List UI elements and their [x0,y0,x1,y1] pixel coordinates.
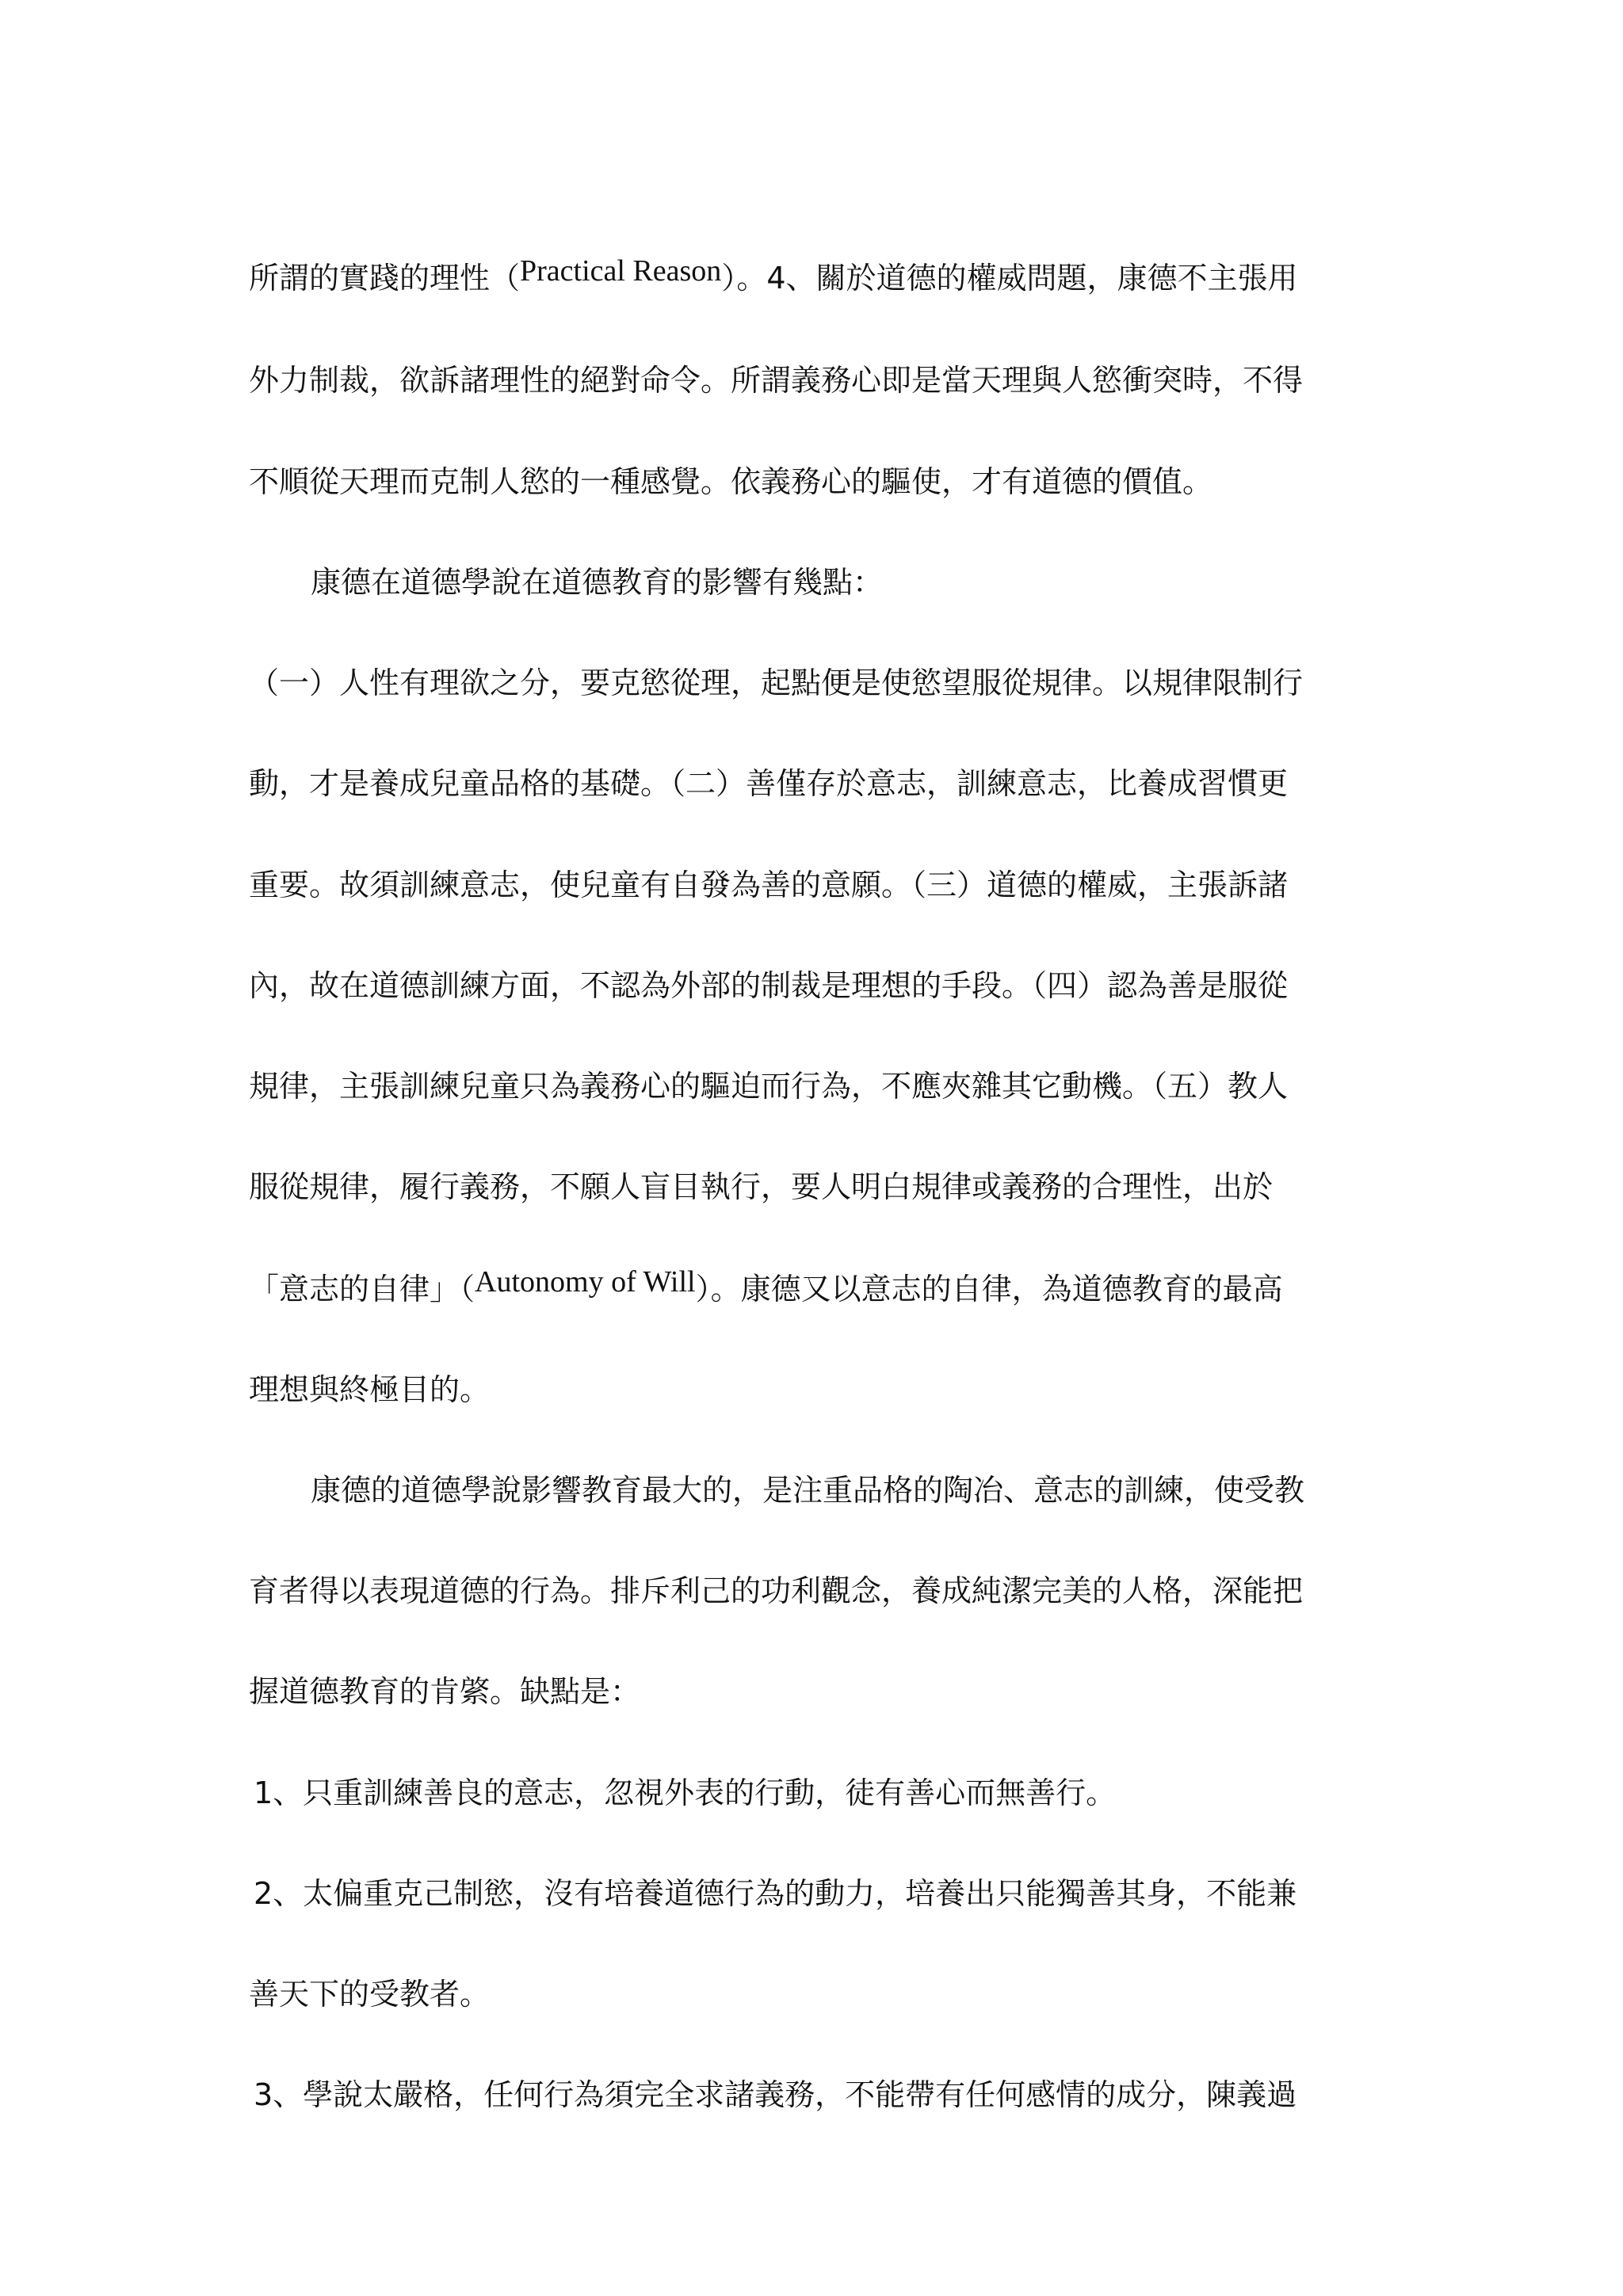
latin-term-autonomy-of-will: Autonomy of Will [475,1265,696,1299]
text-segment: 「意志的自律」（ [249,1272,475,1306]
text-segment: 所謂的實踐的理性（ [249,261,521,296]
text-line-7: 重要。故須訓練意志，使兒童有自發為善的意願。（三）道德的權威，主張訴諸 [249,868,1289,902]
text-line-18: 善天下的受教者。 [249,1977,491,2012]
text-line-2: 外力制裁，欲訴諸理性的絕對命令。所謂義務心即是當天理與人慾衝突時，不得 [249,363,1304,398]
text-line-12: 理想與終極目的。 [249,1372,491,1407]
list-item-3: 3、學說太嚴格，任何行為須完全求諸義務，不能帶有任何感情的成分，陳義過 [254,2077,1297,2112]
latin-term-practical-reason: Practical Reason [520,254,722,288]
list-item-1: 1、只重訓練善良的意志，忽視外表的行動，徒有善心而無善行。 [254,1775,1117,1810]
text-line-3: 不順從天理而克制人慾的一種感覺。依義務心的驅使，才有道德的價值。 [249,464,1213,499]
text-line-14: 育者得以表現道德的行為。排斥利己的功利觀念，養成純潔完美的人格，深能把 [249,1573,1304,1608]
text-segment: ）。康德又以意志的自律，為道德教育的最高 [695,1272,1283,1306]
text-line-13: 康德的道德學說影響教育最大的，是注重品格的陶冶、意志的訓練，使受教 [311,1473,1305,1508]
text-segment: ）。4、關於道德的權威問題，康德不主張用 [721,261,1298,296]
text-line-1 [249,254,1390,302]
text-line-15: 握道德教育的肯綮。缺點是： [249,1674,641,1709]
text-line-9: 規律，主張訓練兒童只為義務心的驅迫而行為，不應夾雜其它動機。（五）教人 [249,1069,1289,1104]
text-line-5: （一）人性有理欲之分，要克慾從理，起點便是使慾望服從規律。以規律限制行 [249,666,1304,700]
list-item-2: 2、太偏重克己制慾，沒有培養道德行為的動力，培養出只能獨善其身，不能兼 [254,1876,1297,1911]
text-line-8: 內，故在道德訓練方面，不認為外部的制裁是理想的手段。（四）認為善是服從 [249,968,1289,1003]
paragraph-heading: 康德在道德學說在道德教育的影響有幾點： [311,565,884,600]
text-line-11 [249,1265,1390,1313]
text-line-6: 動，才是養成兒童品格的基礎。（二）善僅存於意志，訓練意志，比養成習慣更 [249,766,1289,801]
text-line-10: 服從規律，履行義務，不願人盲目執行，要人明白規律或義務的合理性，出於 [249,1169,1274,1204]
